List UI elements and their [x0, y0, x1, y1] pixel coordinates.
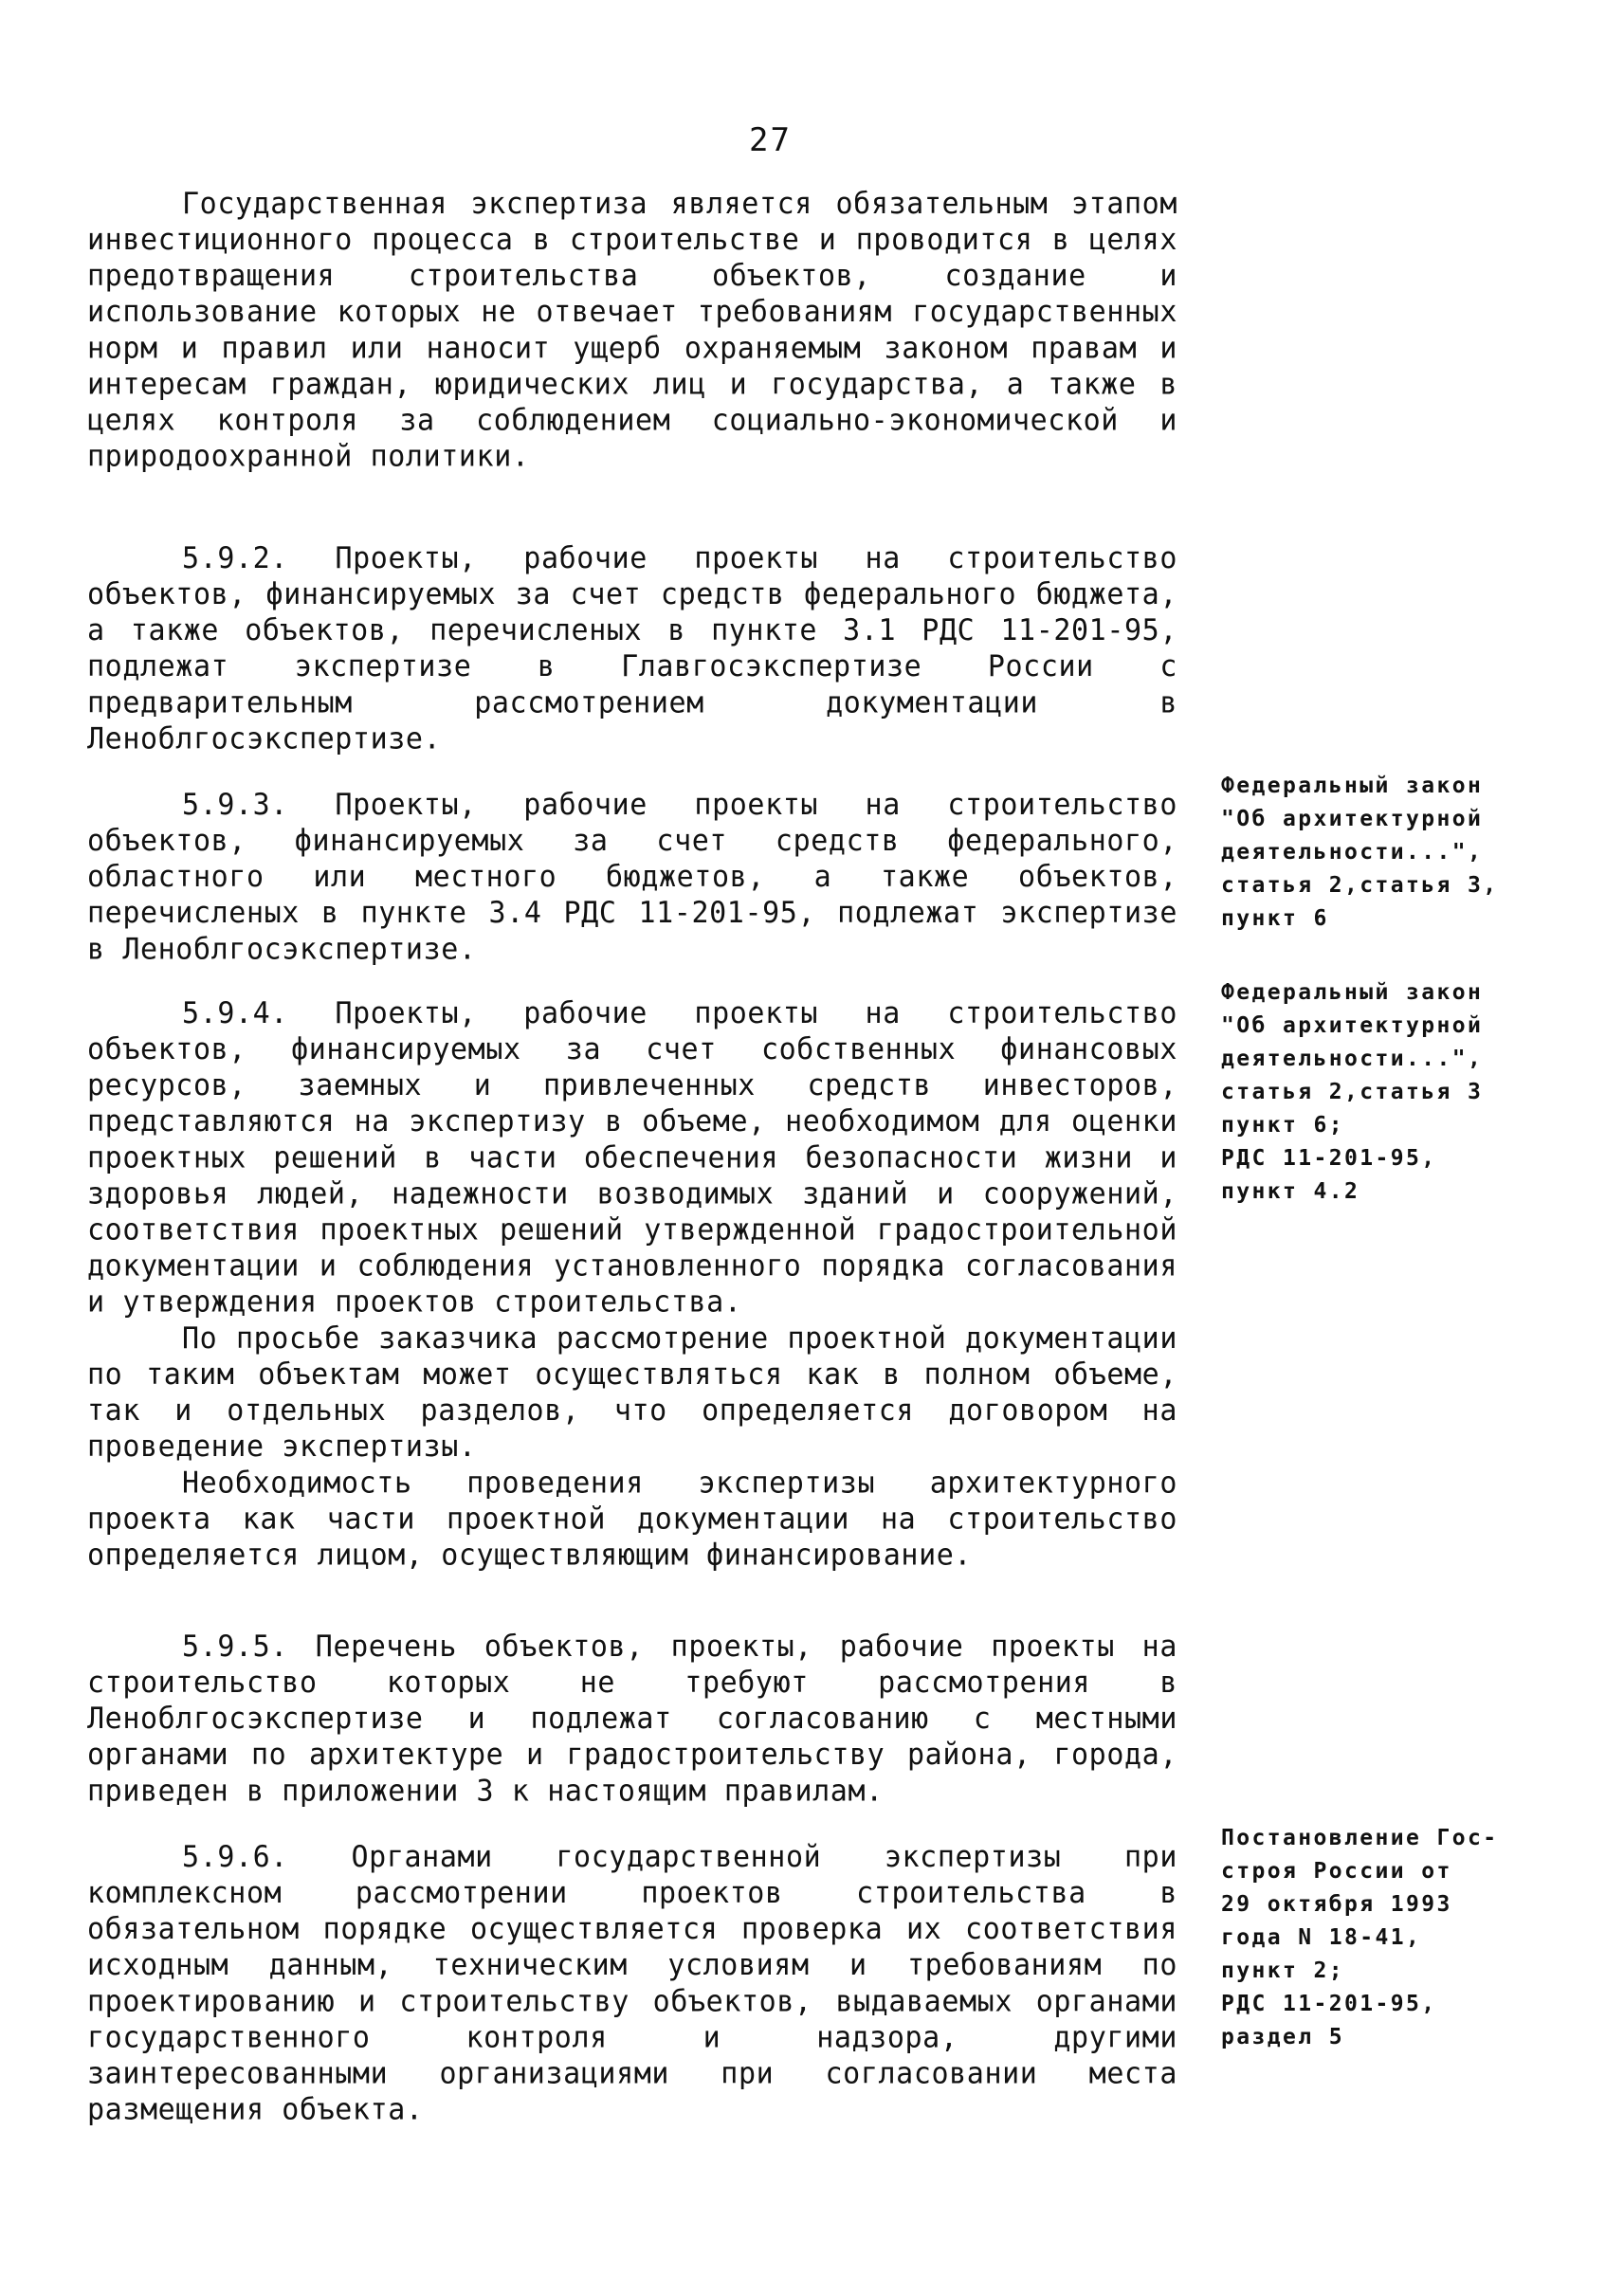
section-intro	[87, 186, 1177, 475]
margin-note-federal-law-2: Федеральный закон "Об архитектурной деятельности...", статья 2,статья 3 пункт 6; РДС 11-201-95, пункт 4.2	[1221, 980, 1484, 1204]
page-number: 27	[749, 121, 792, 159]
section-5-9-4	[87, 995, 1177, 1574]
paragraph-state-expertise: Государственная экспертиза является обязательным этапом инвестиционного процесса в строительстве и проводится в целях предотвращения строительства объектов, создание и использование которых не отвечает требованиям государственных норм и правил или наносит ущерб охраняемым законом правам и интересам граждан, юридических лиц и государства, а также в целях контроля за соблюдением социально-экономической и природоохранной политики.	[87, 187, 1177, 474]
section-5-9-5	[87, 1629, 1177, 1810]
paragraph-5-9-5: 5.9.5. Перечень объектов, проекты, рабочие проекты на строительство которых не требуют рассмотрения в Леноблгосэкспертизе и подлежат согласованию с местными органами по архитектуре и градостроительству района, города, приведен в приложении 3 к настоящим правилам.	[87, 1630, 1177, 1809]
margin-note-federal-law-1: Федеральный закон "Об архитектурной деятельности...", статья 2,статья 3, пункт 6	[1221, 774, 1499, 931]
paragraph-5-9-6: 5.9.6. Органами государственной экспертизы при комплексном рассмотрении проектов строительства в обязательном порядке осуществляется проверка их соответствия исходным данным, техническим условиям и требованиям по проектированию и строительству объектов, выдаваемых органами государственного контроля и надзора, другими заинтересованными организациями при согласовании места размещения объекта.	[87, 1840, 1177, 2127]
paragraph-5-9-2: 5.9.2. Проекты, рабочие проекты на строительство объектов, финансируемых за счет средств федерального бюджета, а также объектов, перечисленых в пункте 3.1 РДС 11-201-95, подлежат экспертизе в Главгосэкспертизе России с предварительным рассмотрением документации в Леноблгосэкспертизе.	[87, 541, 1177, 756]
margin-note-gosstroy-resolution: Постановление Гос- строя России от 29 октября 1993 года N 18-41, пункт 2; РДС 11-201-95, раздел 5	[1221, 1826, 1499, 2049]
paragraph-5-9-4: 5.9.4. Проекты, рабочие проекты на строительство объектов, финансируемых за счет собственных финансовых ресурсов, заемных и привлеченных средств инвесторов, представляются на экспертизу в объеме, необходимом для оценки проектных решений в части обеспечения безопасности жизни и здоровья людей, надежности возводимых зданий и сооружений, соответствия проектных решений утвержденной градостроительной документации и соблюдения установленного порядка согласования и утверждения проектов строительства.	[87, 996, 1177, 1320]
section-5-9-3	[87, 787, 1177, 968]
section-5-9-2	[87, 540, 1177, 757]
paragraph-architectural-expertise: Необходимость проведения экспертизы архитектурного проекта как части проектной документации на строительство определяется лицом, осуществляющим финансирование.	[87, 1466, 1177, 1573]
paragraph-customer-request: По просьбе заказчика рассмотрение проектной документации по таким объектам может осуществляться как в полном объеме, так и отдельных разделов, что определяется договором на проведение экспертизы.	[87, 1321, 1177, 1465]
paragraph-5-9-3: 5.9.3. Проекты, рабочие проекты на строительство объектов, финансируемых за счет средств федерального, областного или местного бюджетов, а также объектов, перечисленых в пункте 3.4 РДС 11-201-95, подлежат экспертизе в Леноблгосэкспертизе.	[87, 788, 1177, 967]
section-5-9-6	[87, 1839, 1177, 2128]
